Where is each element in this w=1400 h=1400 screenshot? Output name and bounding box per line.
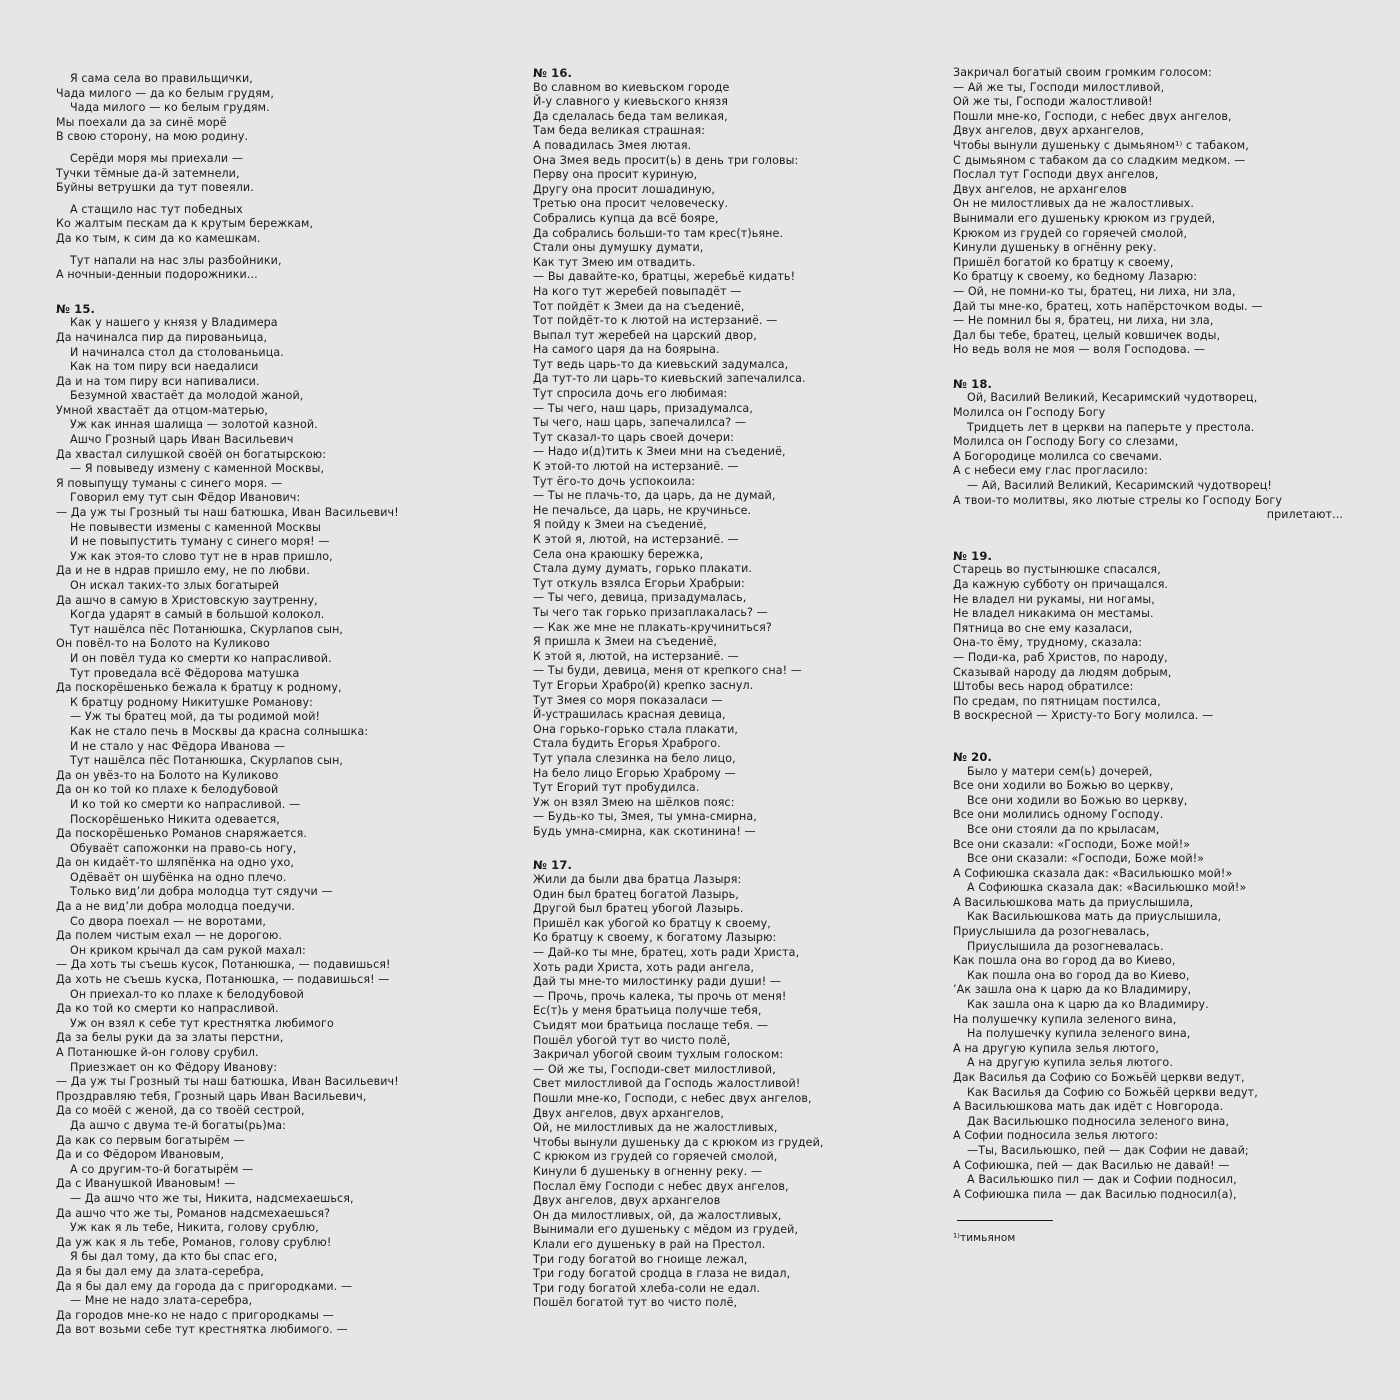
verse-line: Дал бы тебе, братец, целый ковшичек воды, xyxy=(953,328,1221,342)
line-spacer xyxy=(953,542,1363,549)
verse-line: Да собрались больши-то там крес(т)ьяне. xyxy=(533,226,784,240)
verse-line: Уж как инная шалища — золотой казной. xyxy=(70,418,318,432)
verse-line: Ой, не милостливых да не жалостливых, xyxy=(533,1121,778,1135)
verse-line: Да вот возьми себе тут крестнятка любимого. — xyxy=(56,1323,348,1337)
verse-line: — Как же мне не плакать-кручиниться? xyxy=(533,620,772,634)
verse-line: Да за белы руки да за златы перстни, xyxy=(56,1031,284,1045)
verse-line: Да уж как я ль тебе, Романов, голову срублю! xyxy=(56,1235,332,1249)
line-spacer xyxy=(56,145,486,152)
verse-line: Не печальсе, да царь, не кручиньсе. xyxy=(533,503,752,517)
verse-line: Дак Василья да Софию со Божьёй церкви ведут, xyxy=(953,1071,1245,1084)
verse-line: Ой, Василий Великий, Кесаримский чудотворец, xyxy=(967,391,1258,405)
verse-line: Вынимали его душеньку с мёдом из грудей, xyxy=(533,1223,799,1237)
verse-line: Уж он взял Змею на шёлков пояс: xyxy=(533,795,735,809)
verse-line: Она Змея ведь просит(ь) в день три головы: xyxy=(533,153,799,167)
verse-line: Тут ведь царь-то да киевьский задумалса, xyxy=(533,357,789,371)
verse-line: Тот пойдёт-то к лютой на истерзаниё. — xyxy=(533,314,778,328)
verse-line: С крюком из грудей со горяечей смолой, xyxy=(533,1150,778,1164)
verse-line: К этой-то лютой на истерзаниё. — xyxy=(533,460,739,474)
verse-line: Пришёл как убогой ко братцу к своему, xyxy=(533,916,771,930)
verse-line: Как пошла она во город да во Киево, xyxy=(967,968,1190,982)
verse-line: Говорил ему тут сын Фёдор Иванович: xyxy=(70,491,301,505)
verse-line: — Ай, Василий Великий, Кесаримский чудотворец! xyxy=(967,479,1272,493)
verse-line: А Софиюшка сказала дак: «Васильюшко мой!» xyxy=(953,866,1233,880)
verse-line: А на другую купила зелья лютого, xyxy=(953,1041,1159,1055)
verse-line: Да поскорёшенько Романов снаряжается. xyxy=(56,827,307,841)
verse-line: Перву она просит куриную, xyxy=(533,168,698,182)
verse-line: А Васильюшко пил — дак и Софии подносил, xyxy=(967,1173,1237,1187)
verse-line: Да ко той ко смерти ко напрасливой. xyxy=(56,1002,279,1016)
verse-line: — Не помнил бы я, братец, ни лиха, ни зла, xyxy=(953,314,1214,328)
verse-line: Чтобы вынули душеньку да с крюком из грудей, xyxy=(533,1135,824,1149)
text-column-right xyxy=(953,66,1363,1246)
line-spacer xyxy=(953,523,1363,542)
verse-line: А Софиюшка, пей — дак Василью не давай! — xyxy=(953,1158,1230,1172)
verse-line: Когда ударят в самый в большой колокол. xyxy=(70,608,325,622)
verse-line: Тут напали на нас злы разбойники, xyxy=(70,253,282,267)
verse-line: Да и не в ндрав пришло ему, не по любви. xyxy=(56,564,310,578)
verse-line: Не владел никакима он местамы. xyxy=(953,607,1154,621)
verse-line: Он не милостливых да не жалостливых. xyxy=(953,197,1194,211)
section-heading: № 19. xyxy=(953,548,993,563)
verse-line: Я бы дал тому, да кто бы спас его, xyxy=(70,1250,278,1264)
verse-line: Старець во пустынюшке спасался, xyxy=(953,563,1161,577)
verse-line: Другой был братец убогой Лазырь. xyxy=(533,902,744,916)
verse-line: Тут нашёлса пёс Потанюшка, Скурлапов сын, xyxy=(70,754,344,768)
section-heading: № 15. xyxy=(56,301,96,316)
verse-line: Буйны ветрушки да тут повеяли. xyxy=(56,181,254,195)
verse-line: Да сделалась беда там великая, xyxy=(533,109,728,123)
verse-line: Собрались купца да всё бояре, xyxy=(533,211,719,225)
verse-line: Уж как этоя-то слово тут не в нрав пришло, xyxy=(70,549,333,563)
verse-line: А Софиюшка пила — дак Василью подносил(а), xyxy=(953,1187,1237,1201)
verse-line: Стала будить Егорья Храброго. xyxy=(533,737,721,751)
verse-line: На кого тут жеребей повыпадёт — xyxy=(533,284,742,298)
verse-line: Три году богатой хлеба-соли не едал. xyxy=(533,1281,761,1295)
line-spacer xyxy=(56,247,486,254)
verse-line: А Софиюшка сказала дак: «Васильюшко мой!» xyxy=(967,881,1247,895)
verse-line: Она горько-горько стала плакати, xyxy=(533,722,739,736)
verse-line: Уж он взял к себе тут крестнятка любимого xyxy=(70,1016,334,1030)
verse-line: Три году богатой сродца в глаза не видал, xyxy=(533,1267,791,1281)
verse-line: А Богородице молилса со свечами. xyxy=(953,449,1163,463)
verse-line: — Будь-ко ты, Змея, ты умна-смирна, xyxy=(533,810,757,824)
verse-line: Стала думу думать, горько плакати. xyxy=(533,562,753,576)
verse-line: Во славном во киевьском городе xyxy=(533,80,730,94)
verse-line: Там беда великая страшная: xyxy=(533,124,706,138)
verse-line: Да а не вид’ли добра молодца поедучи. xyxy=(56,900,296,914)
verse-line: Пошли мне-ко, Господи, с небес двух ангелов, xyxy=(533,1091,812,1105)
text-column-left xyxy=(56,72,486,1338)
verse-line: Ты чего, наш царь, запечалилса? — xyxy=(533,416,747,430)
verse-line: Жили да были два братца Лазыря: xyxy=(533,873,742,887)
verse-line: А ночныи-денныи подорожники... xyxy=(56,268,258,282)
verse-line: Тут спросила дочь его любимая: xyxy=(533,387,728,401)
verse-line: Пошёл богатой тут во чисто полё, xyxy=(533,1296,738,1310)
verse-line: А повадилась Змея лютая. xyxy=(533,138,692,152)
verse-line: Ой же ты, Господи жалостливой! xyxy=(953,95,1153,109)
verse-line: Тут нашёлса пёс Потанюшка, Скурлапов сын, xyxy=(70,622,344,636)
verse-line: Все они сказали: «Господи, Боже мой!» xyxy=(967,852,1205,866)
verse-line: Да ашчо с двума те-й богаты(рь)ма: xyxy=(70,1118,286,1132)
verse-line: Послал ёму Господи с небес двух ангелов, xyxy=(533,1179,789,1193)
verse-line: ’Ак зашла она к царю да ко Владимиру, xyxy=(953,983,1192,997)
verse-line: Ко братцу к своему, ко бедному Лазарю: xyxy=(953,270,1198,284)
verse-line: Тут проведала всё Фёдорова матушка xyxy=(70,666,300,680)
verse-line: Безумной хвастаёт да молодой жаной, xyxy=(70,389,304,403)
verse-line: Дак Васильюшко подносила зеленого вина, xyxy=(967,1114,1230,1128)
verse-line: Выпал тут жеребей на царский двор, xyxy=(533,328,757,342)
verse-line: Да со моёй с женой, да со твоёй сестрой, xyxy=(56,1104,305,1118)
verse-line: Двух ангелов, не архангелов xyxy=(953,182,1127,196)
verse-line: Три году богатой во гноище лежал, xyxy=(533,1252,748,1266)
verse-line: Да хоть не съешь куска, Потанюшка, — подавишься! — xyxy=(56,973,390,987)
verse-line: Все они молились одному Господу. xyxy=(953,808,1164,822)
verse-line: — Ой же ты, Господи-свет милостливой, xyxy=(533,1062,776,1076)
verse-line: — Я повыведу измену с каменной Москвы, xyxy=(70,462,325,476)
verse-line: Да и на том пиру вси напивалиси. xyxy=(56,374,260,388)
text-column-middle xyxy=(533,66,933,1311)
verse-line: Тут Егорьи Храбро(й) крепко заснул. xyxy=(533,678,754,692)
verse-line: — Дай-ко ты мне, братец, хоть ради Христа, xyxy=(533,946,800,960)
verse-line: Ко жалтым пескам да к крутым бережкам, xyxy=(56,217,314,231)
verse-line: На бело лицо Егорью Храброму — xyxy=(533,766,736,780)
verse-line: Да хвастал силушкой своёй он богатырскою: xyxy=(56,447,327,461)
verse-line: — Прочь, прочь калека, ты прочь от меня! xyxy=(533,989,787,1003)
verse-line: Поскорёшенько Никита одевается, xyxy=(70,812,280,826)
verse-line: — Уж ты братец мой, да ты родимой мой! xyxy=(70,710,321,724)
verse-line: — Да уж ты Грозный ты наш батюшка, Иван Васильевич! xyxy=(56,1075,399,1089)
verse-line: Одёваёт он шубёнка на одно плечо. xyxy=(70,870,287,884)
verse-line: Пятница во сне ему казаласи, xyxy=(953,621,1133,635)
verse-line: Тут Змея со моря показаласи — xyxy=(533,693,723,707)
verse-line: Молилса он Господу Богу со слезами, xyxy=(953,435,1179,449)
verse-line: Пошёл убогой тут во чисто полё, xyxy=(533,1033,731,1047)
verse-line: Приуслышила да розогневалась, xyxy=(953,925,1150,939)
verse-line: Кинули б душеньку в огненну реку. — xyxy=(533,1164,763,1178)
verse-line: И он повёл туда ко смерти ко напрасливой. xyxy=(70,651,332,665)
line-spacer xyxy=(953,358,1363,377)
verse-line: Да я бы дал ему да злата-серебра, xyxy=(56,1264,265,1278)
verse-line: Приуслышила да розогневалась. xyxy=(967,939,1164,953)
verse-line: А на другую купила зелья лютого. xyxy=(967,1056,1173,1070)
verse-line: Да и со Фёдором Ивановым, xyxy=(56,1148,225,1162)
verse-line: Да я бы дал ему да города да с пригородками. — xyxy=(56,1279,353,1293)
verse-line: прилетают... xyxy=(1266,508,1343,522)
verse-line: Тут упала слезинка на бело лицо, xyxy=(533,751,736,765)
verse-line: А со другим-то-й богатырём — xyxy=(70,1162,254,1176)
verse-line: Да он ко той ко плахе к белодубовой xyxy=(56,783,279,797)
verse-line: Он приехал-то ко плахе к белодубовой xyxy=(70,987,304,1001)
line-spacer xyxy=(953,724,1363,743)
verse-line: Было у матери сем(ь) дочерей, xyxy=(967,764,1153,778)
verse-line: — Ты чего, девица, призадумалась, xyxy=(533,591,747,605)
text-column-right-lines xyxy=(953,66,1363,1202)
verse-line: Да кажную субботу он причащался. xyxy=(953,578,1169,591)
verse-line: Тут сказал-то царь своей дочери: xyxy=(533,430,734,444)
line-spacer xyxy=(953,743,1363,750)
verse-line: — Да ашчо что же ты, Никита, надсмехаешься, xyxy=(70,1191,354,1205)
verse-line: Другу она просит лошадиную, xyxy=(533,182,716,196)
verse-line: Как не стало печь в Москвы да красна солнышка: xyxy=(70,724,369,738)
verse-line: Тут откуль взялса Егорьи Храбрыи: xyxy=(533,576,745,590)
verse-line: Чада милого — да ко белым грудям, xyxy=(56,86,275,100)
verse-line: Молилса он Господу Богу xyxy=(953,406,1106,420)
verse-line: А Васильюшкова мать дак идёт с Новгорода. xyxy=(953,1100,1224,1114)
verse-line: Съидят мои братьица послаще тебя. — xyxy=(533,1019,769,1032)
verse-line: Да ашчо в самую в Христовскую заутренну, xyxy=(56,593,318,607)
verse-line: Как у нашего у князя у Владимера xyxy=(70,316,278,330)
verse-line: Проздравляю тебя, Грозный царь Иван Васильевич, xyxy=(56,1089,367,1103)
verse-line: Тот пойдёт к Змеи да на съедениё, xyxy=(533,299,745,313)
verse-line: Тучки тёмные да-й затемнели, xyxy=(56,166,240,180)
verse-line: В воскресной — Христу-то Богу молилса. — xyxy=(953,709,1214,723)
verse-line: Закричал убогой своим тухлым голоском: xyxy=(533,1048,784,1062)
verse-line: Села она краюшку бережка, xyxy=(533,547,704,561)
verse-line: Тридцеть лет в церкви на паперьте у престола. xyxy=(967,420,1255,434)
verse-line: Крюком из грудей со горяечей смолой, xyxy=(953,226,1188,240)
verse-line: — Ай же ты, Господи милостливой, xyxy=(953,80,1165,94)
verse-line: На полушечку купила зеленого вина, xyxy=(953,1012,1177,1026)
verse-line: Он повёл-то на Болото на Куликово xyxy=(56,637,270,651)
verse-line: —Ты, Васильюшко, пей — дак Софии не давай; xyxy=(967,1143,1249,1157)
verse-line: Да поскорёшенько бежала к братцу к родному, xyxy=(56,681,342,695)
verse-line: Да ашчо что же ты, Романов надсмехаешься? xyxy=(56,1206,331,1220)
verse-line: Один был братец богатой Лазырь, xyxy=(533,887,739,901)
verse-line: Не владел ни рукамы, ни ногамы, xyxy=(953,592,1155,606)
verse-line: Кинули душеньку в огнённу реку. xyxy=(953,241,1157,255)
verse-line: Мы поехали да за синё морё xyxy=(56,115,227,129)
verse-line: И ко той ко смерти ко напрасливой. — xyxy=(70,797,301,811)
verse-line: Все они ходили во Божью во церкву, xyxy=(967,793,1188,807)
line-spacer xyxy=(56,196,486,203)
verse-line: А Потанюшке й-он голову срубил. xyxy=(56,1046,259,1059)
verse-line: Он криком крычал да сам рукой махал: xyxy=(70,943,306,957)
verse-line: Все они ходили во Божью во церкву, xyxy=(953,779,1174,793)
verse-line: Ашчо Грозный царь Иван Васильевич xyxy=(70,433,294,447)
verse-line: К этой я, лютой, на истерзаниё. — xyxy=(533,533,739,546)
verse-line: Закричал богатый своим громким голосом: xyxy=(953,66,1212,79)
verse-line: — Ты чего, наш царь, призадумалса, xyxy=(533,401,753,415)
verse-line: — Мне не надо злата-серебра, xyxy=(70,1294,253,1308)
verse-line: Ко братцу к своему, к богатому Лазырю: xyxy=(533,931,777,945)
verse-line: Как Василья да Софию со Божьёй церкви ведут, xyxy=(967,1085,1258,1099)
verse-line: А стащило нас тут победных xyxy=(70,202,243,216)
verse-line: А Софии подносила зелья лютого: xyxy=(953,1129,1159,1143)
footnote-rule xyxy=(957,1220,1053,1221)
verse-line: Будь умна-смирна, как скотинина! — xyxy=(533,824,756,838)
verse-line: А Васильюшкова мать да приуслышила, xyxy=(953,895,1194,909)
verse-line: А твои-то молитвы, яко лютые стрелы ко Господу Богу xyxy=(953,493,1283,507)
verse-line: — Да уж ты Грозный ты наш батюшка, Иван Васильевич! xyxy=(56,506,399,520)
verse-line: Как Васильюшкова мать да приуслышила, xyxy=(967,910,1222,924)
verse-line: Да начиналса пир да пированьица, xyxy=(56,330,268,344)
verse-line: Ты чего так горько призаплакалась? — xyxy=(533,605,768,619)
verse-line: С дымьяном с табаком да со сладким медком. — xyxy=(953,153,1246,167)
verse-line: На самого царя да на боярына. xyxy=(533,343,720,357)
verse-line: Вынимали его душеньку крюком из грудей, xyxy=(953,211,1216,225)
section-heading: № 20. xyxy=(953,749,993,764)
verse-line: К братцу родному Никитушке Романову: xyxy=(70,695,314,709)
footnote: ¹⁾тимьяном xyxy=(953,1232,1016,1245)
verse-line: Не повывести измены с каменной Москвы xyxy=(70,520,322,534)
verse-line: Как на том пиру вси наедалиси xyxy=(70,360,259,374)
verse-line: Серёди моря мы приехали — xyxy=(70,151,244,165)
line-spacer xyxy=(533,839,933,858)
verse-line: Со двора поехал — не воротами, xyxy=(70,914,267,928)
verse-line: Тут ёго-то дочь успокоила: xyxy=(533,474,696,488)
verse-line: Он да милостливых, ой, да жалостливых, xyxy=(533,1208,782,1222)
verse-line: Да как со первым богатырём — xyxy=(56,1133,245,1147)
section-heading: № 17. xyxy=(533,858,573,873)
verse-line: Уж как я ль тебе, Никита, голову срублю, xyxy=(70,1221,319,1235)
verse-line: По средам, по пятницам постилса, xyxy=(953,694,1161,708)
verse-line: А с небеси ему глас прогласило: xyxy=(953,464,1148,478)
verse-line: Все они стояли да по крыласам, xyxy=(967,822,1160,836)
verse-line: Да ко тым, к сим да ко камешкам. xyxy=(56,231,261,245)
verse-line: — Да хоть ты съешь кусок, Потанюшка, — подавишься! xyxy=(56,958,391,972)
verse-line: Я пришла к Змеи на съедениё, xyxy=(533,635,718,649)
verse-line: И начиналса стол да столованьица. xyxy=(70,345,284,359)
verse-line: Свет милостливой да Господь жалостливой! xyxy=(533,1077,801,1091)
section-heading: № 16. xyxy=(533,66,573,80)
verse-line: Я пойду к Змеи на съедениё, xyxy=(533,518,707,532)
verse-line: — Ой, не помни-ко ты, братец, ни лиха, ни зла, xyxy=(953,284,1236,298)
verse-line: Как тут Змею им отвадить. xyxy=(533,255,696,269)
line-spacer xyxy=(56,283,486,302)
verse-line: Ес(т)ь у меня братьица получше тебя, xyxy=(533,1004,762,1018)
verse-line: Чтобы вынули душеньку с дымьяном¹⁾ с табаком, xyxy=(953,138,1249,152)
verse-line: Только вид’ли добра молодца тут сядучи — xyxy=(70,885,333,899)
verse-line: — Ты буди, девица, меня от крепкого сна! — xyxy=(533,664,802,678)
verse-line: Он искал таких-то злых богатырей xyxy=(70,579,280,592)
verse-line: Да полем чистым ехал — не дорогою. xyxy=(56,929,283,943)
verse-line: — Надо и(д)тить к Змеи мни на съедениё, xyxy=(533,445,786,459)
verse-line: Все они сказали: «Господи, Боже мой!» xyxy=(953,837,1191,851)
verse-line: Умной хвастаёт да отцом-матерью, xyxy=(56,403,269,417)
verse-line: На полушечку купила зеленого вина, xyxy=(967,1027,1191,1041)
verse-line: Чада милого — ко белым грудям. xyxy=(70,101,270,115)
verse-line: Хоть ради Христа, хоть ради ангела, xyxy=(533,960,755,974)
verse-line: Дай ты мне-то милостинку ради души! — xyxy=(533,975,782,989)
verse-line: Как зашла она к царю да ко Владимиру. xyxy=(967,998,1209,1012)
verse-line: Я сама села во правильщички, xyxy=(70,72,253,85)
verse-line: Стали оны думушку думати, xyxy=(533,241,704,255)
verse-line: В свою сторону, на мою родину. xyxy=(56,130,249,144)
verse-line: Да он кидаёт-то шляпёнка на одно ухо, xyxy=(56,856,295,870)
verse-line: Послал тут Господи двух ангелов, xyxy=(953,168,1159,182)
verse-line: Двух ангелов, двух архангелов, xyxy=(533,1106,724,1120)
verse-line: Дай ты мне-ко, братец, хоть напёрсточком воды. — xyxy=(953,299,1263,313)
verse-line: Я повыпущу туманы с синего моря. — xyxy=(56,476,283,490)
verse-line: И не стало у нас Фёдора Иванова — xyxy=(70,739,286,753)
verse-line: Да он увёз-то на Болото на Куликово xyxy=(56,768,279,782)
verse-line: И не повыпустить туману с синего моря! — xyxy=(70,535,330,549)
verse-line: Она-то ёму, трудному, сказала: xyxy=(953,636,1143,650)
verse-line: Пришёл богатой ко братцу к своему, xyxy=(953,255,1174,269)
verse-line: Как пошла она во город да во Киево, xyxy=(953,954,1176,968)
verse-line: Сказывай народу да людям добрым, xyxy=(953,665,1172,679)
verse-line: Й-устрашилась красная девица, xyxy=(533,708,726,722)
verse-line: Двух ангелов, двух архангелов xyxy=(533,1194,721,1208)
verse-line: Да городов мне-ко не надо с пригородкамы — xyxy=(56,1308,334,1322)
verse-line: Обуваёт сапожонки на право-сь ногу, xyxy=(70,841,297,855)
verse-line: Да с Иванушкой Ивановым! — xyxy=(56,1177,236,1191)
verse-line: Да тут-то ли царь-то киевьский запечалилса. xyxy=(533,372,806,386)
verse-line: Тут Егорий тут пробудилса. xyxy=(533,781,700,795)
verse-line: — Поди-ка, раб Христов, по народу, xyxy=(953,650,1168,664)
verse-line: Пошли мне-ко, Господи, с небес двух ангелов, xyxy=(953,109,1232,123)
verse-line: Й-у славного у киевьского князя xyxy=(533,95,729,109)
verse-line: Штобы весь народ обратилсе: xyxy=(953,680,1134,694)
verse-line: Третью она просит человеческу. xyxy=(533,197,729,211)
verse-line: — Вы давайте-ко, братцы, жеребьё кидать! xyxy=(533,270,796,284)
verse-line: — Ты не плачь-то, да царь, да не думай, xyxy=(533,489,776,503)
verse-line: Но ведь воля не моя — воля Господова. — xyxy=(953,343,1206,357)
verse-line: Двух ангелов, двух архангелов, xyxy=(953,124,1144,138)
verse-line: К этой я, лютой, на истерзаниё. — xyxy=(533,649,739,663)
verse-line: Приезжает он ко Фёдору Иванову: xyxy=(70,1060,278,1074)
section-heading: № 18. xyxy=(953,376,993,391)
verse-line: Клали его душеньку в рай на Престол. xyxy=(533,1237,766,1251)
